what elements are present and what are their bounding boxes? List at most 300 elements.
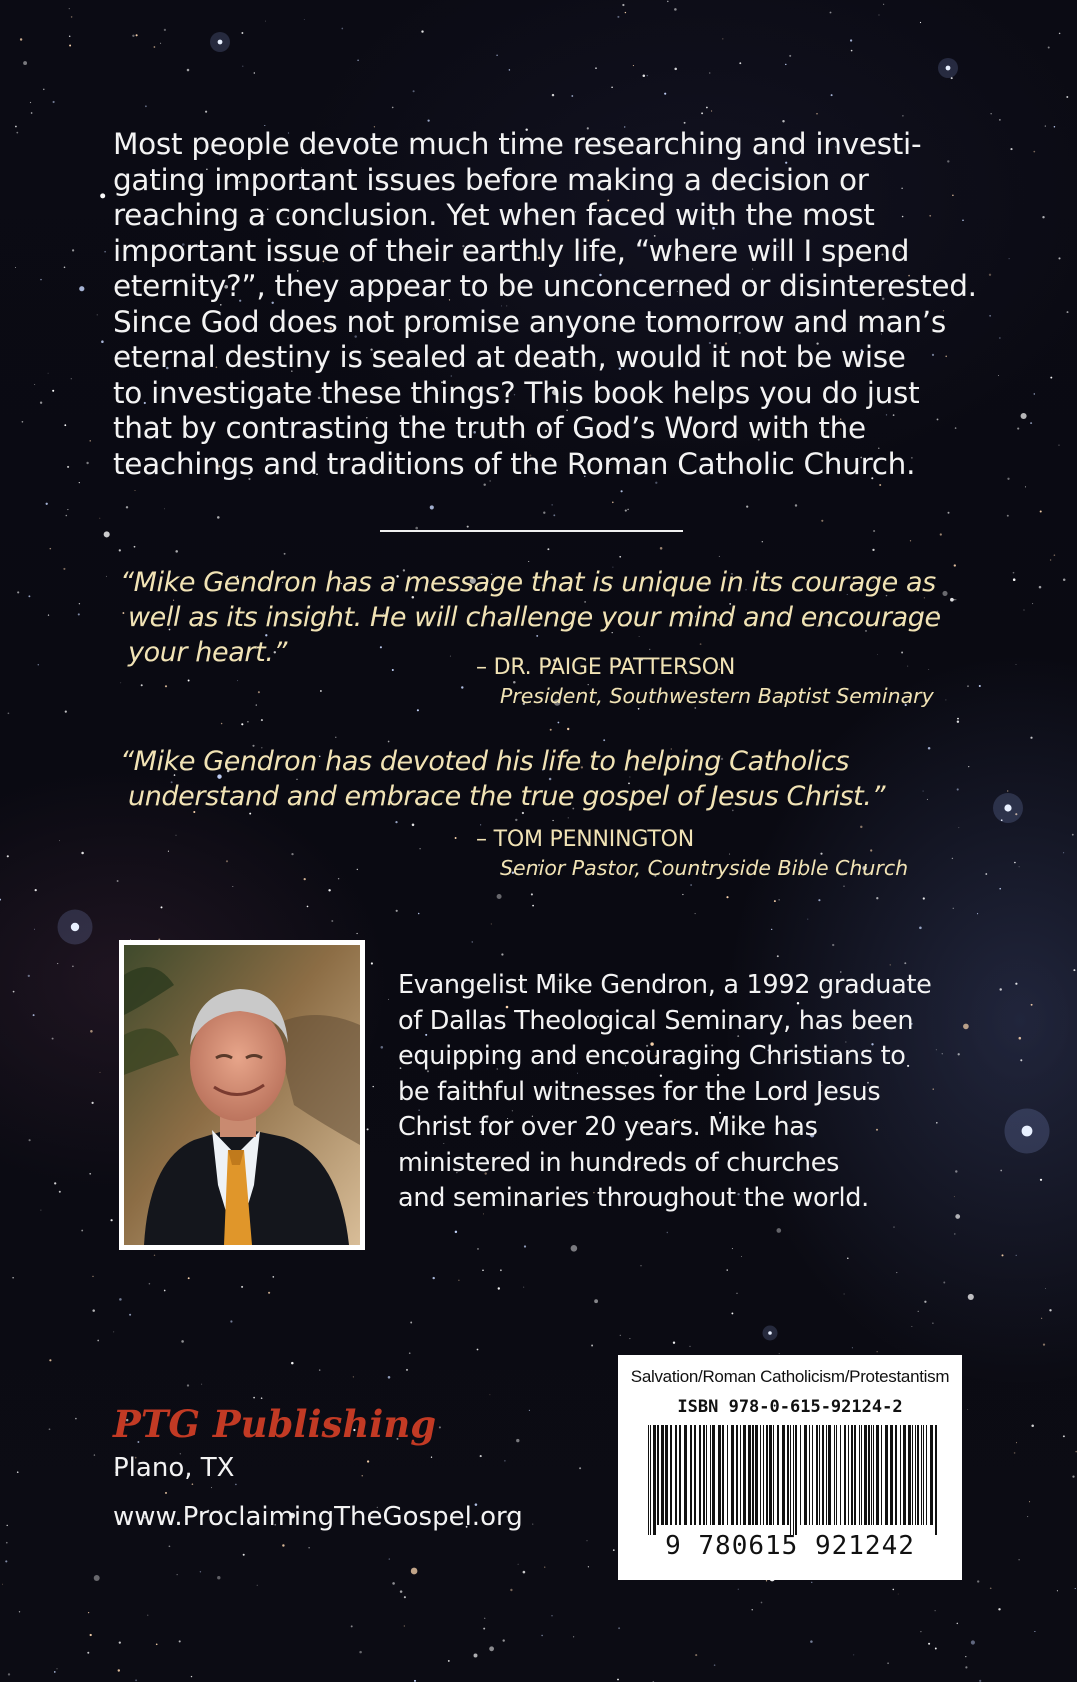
star xyxy=(892,1589,894,1591)
barcode-bar xyxy=(773,1425,774,1525)
star xyxy=(999,119,1000,120)
star xyxy=(79,286,84,291)
barcode-bar xyxy=(653,1425,656,1535)
barcode-bar xyxy=(804,1425,807,1525)
star xyxy=(119,1641,121,1643)
star xyxy=(971,1640,975,1644)
star xyxy=(59,840,60,841)
bright-star xyxy=(946,66,951,71)
star xyxy=(497,894,502,899)
star xyxy=(844,1294,845,1295)
star xyxy=(573,1636,574,1637)
star xyxy=(711,110,712,111)
star xyxy=(945,699,946,700)
star xyxy=(777,955,779,957)
star xyxy=(177,1574,178,1575)
star xyxy=(1059,33,1061,35)
star xyxy=(1059,445,1060,446)
star xyxy=(1063,579,1066,582)
star xyxy=(421,30,423,32)
star xyxy=(1007,515,1009,517)
bio-line: equipping and encouraging Christians to xyxy=(398,1041,906,1071)
star xyxy=(1023,609,1024,610)
star xyxy=(191,1676,192,1677)
description-line: eternal destiny is sealed at death, would it not be wise xyxy=(113,340,906,374)
star xyxy=(6,1525,7,1526)
star xyxy=(541,1635,542,1636)
barcode-bar xyxy=(926,1425,927,1525)
star xyxy=(731,1312,733,1314)
star xyxy=(34,384,35,385)
star xyxy=(221,723,223,725)
star xyxy=(23,61,27,65)
star xyxy=(243,1554,245,1556)
star xyxy=(129,1314,131,1316)
star xyxy=(79,482,80,483)
star xyxy=(65,515,67,517)
star xyxy=(181,1340,184,1343)
star xyxy=(356,933,357,934)
star xyxy=(427,119,429,121)
barcode-bar xyxy=(826,1425,827,1525)
star xyxy=(97,314,98,315)
star xyxy=(947,160,949,162)
star xyxy=(965,1656,966,1657)
description-line: Since God does not promise anyone tomorrow and man’s xyxy=(113,304,946,339)
star xyxy=(40,402,42,404)
star xyxy=(594,1299,598,1303)
bio-line: of Dallas Theological Seminary, has been xyxy=(398,1005,914,1036)
divider xyxy=(380,530,683,532)
star xyxy=(732,1248,733,1249)
publisher-city: Plano, TX xyxy=(113,1453,235,1483)
star xyxy=(877,1351,878,1352)
star xyxy=(38,664,39,665)
star xyxy=(264,125,265,126)
star xyxy=(953,599,954,600)
star xyxy=(611,87,613,89)
star xyxy=(852,1347,853,1348)
star xyxy=(13,991,15,993)
star xyxy=(957,720,959,722)
star xyxy=(392,1582,395,1585)
star xyxy=(241,1286,243,1288)
endorsement-attribution xyxy=(476,654,934,710)
star xyxy=(958,827,959,828)
star xyxy=(22,421,24,423)
barcode-bar xyxy=(930,1425,933,1525)
star xyxy=(164,29,166,31)
star xyxy=(168,851,169,852)
star xyxy=(16,132,18,134)
barcode-bar xyxy=(777,1425,779,1525)
star xyxy=(201,1384,202,1385)
star xyxy=(948,512,950,514)
star xyxy=(381,1046,384,1049)
star xyxy=(261,719,263,721)
star xyxy=(510,1589,512,1591)
star xyxy=(999,888,1001,890)
star xyxy=(272,1276,274,1278)
star xyxy=(34,929,35,930)
star xyxy=(785,64,786,65)
star xyxy=(1050,377,1052,379)
bio-line: ministered in hundreds of churches xyxy=(398,1147,840,1178)
star xyxy=(1016,664,1017,665)
barcode-bar xyxy=(703,1425,705,1525)
star xyxy=(667,1232,668,1233)
barcode-bar xyxy=(908,1425,911,1525)
star xyxy=(999,337,1000,338)
star xyxy=(532,1524,533,1525)
star xyxy=(1015,983,1017,985)
barcode-bar xyxy=(844,1425,846,1525)
star xyxy=(954,564,956,566)
star xyxy=(411,1568,418,1575)
star xyxy=(619,556,621,558)
star xyxy=(156,1643,158,1645)
star xyxy=(950,598,954,602)
star xyxy=(97,1340,99,1342)
description-line: gating important issues before making a decision or xyxy=(113,162,869,197)
star xyxy=(104,251,106,253)
star xyxy=(254,72,255,73)
barcode-bar xyxy=(861,1425,862,1525)
star xyxy=(64,267,66,269)
star xyxy=(253,1397,255,1399)
star xyxy=(50,548,52,550)
star xyxy=(400,1590,403,1593)
barcode-bar xyxy=(731,1425,734,1525)
star xyxy=(890,964,891,965)
star xyxy=(28,595,30,597)
star xyxy=(878,14,879,15)
star xyxy=(63,568,65,570)
star xyxy=(1017,428,1019,430)
star xyxy=(258,691,260,693)
book-description xyxy=(113,127,977,482)
star xyxy=(467,526,469,528)
star xyxy=(132,35,134,37)
star xyxy=(164,1290,166,1292)
star xyxy=(586,1540,587,1541)
star xyxy=(480,1455,482,1457)
star xyxy=(955,599,956,600)
barcode-bar xyxy=(834,1425,835,1525)
star xyxy=(1016,1255,1017,1256)
barcode-digits: 9 780615 921242 xyxy=(665,1531,915,1561)
star xyxy=(1007,478,1009,480)
star xyxy=(737,1293,738,1294)
star xyxy=(965,1666,967,1668)
star xyxy=(714,1664,716,1666)
star xyxy=(388,999,389,1000)
star xyxy=(910,540,911,541)
star xyxy=(591,1345,593,1347)
star xyxy=(904,962,906,964)
star xyxy=(779,899,780,900)
star xyxy=(1018,1559,1019,1560)
barcode-bar xyxy=(718,1425,721,1525)
description-line: that by contrasting the truth of God’s Word with the xyxy=(113,411,866,445)
publisher-website: www.ProclaimingTheGospel.org xyxy=(113,1502,523,1532)
star xyxy=(99,518,100,519)
star xyxy=(684,122,686,124)
star xyxy=(113,1331,114,1332)
description-line: to investigate these things? This book helps you do just xyxy=(113,375,920,410)
barcode-bar xyxy=(848,1425,849,1525)
star xyxy=(968,1294,974,1300)
star xyxy=(660,547,663,550)
star xyxy=(998,375,999,376)
star xyxy=(165,685,167,687)
star xyxy=(154,46,156,48)
star xyxy=(779,1353,780,1354)
star xyxy=(1040,1179,1042,1181)
star xyxy=(1019,1037,1022,1040)
star xyxy=(928,747,931,750)
star xyxy=(896,1272,897,1273)
barcode-bar xyxy=(921,1425,922,1525)
star xyxy=(1019,866,1020,867)
star xyxy=(341,28,343,30)
star xyxy=(811,1582,812,1583)
star xyxy=(67,509,68,510)
star xyxy=(1033,151,1035,153)
star xyxy=(31,112,33,114)
star xyxy=(147,1615,148,1616)
star xyxy=(567,728,569,730)
star xyxy=(1049,1309,1051,1311)
star xyxy=(523,1287,524,1288)
endorser-title: President, Southwestern Baptist Seminary xyxy=(500,684,934,708)
star xyxy=(532,905,534,907)
star xyxy=(928,1643,930,1645)
barcode-bar xyxy=(917,1425,919,1525)
star xyxy=(8,1673,10,1675)
star xyxy=(67,466,69,468)
star xyxy=(49,1428,51,1430)
star xyxy=(674,68,677,71)
star xyxy=(90,1634,92,1636)
star xyxy=(291,853,293,855)
star xyxy=(1043,1344,1045,1346)
star xyxy=(667,1,669,3)
star xyxy=(120,682,121,683)
star xyxy=(977,913,978,914)
author-portrait-illustration xyxy=(124,945,360,1245)
barcode-bar xyxy=(712,1425,715,1525)
star xyxy=(957,718,959,720)
author-photo xyxy=(124,945,360,1245)
barcode-bar xyxy=(900,1425,901,1525)
star xyxy=(282,1544,284,1546)
star xyxy=(261,1397,263,1399)
star xyxy=(307,906,309,908)
star xyxy=(1073,969,1075,971)
star xyxy=(242,66,243,67)
star xyxy=(1058,257,1060,259)
star xyxy=(647,75,648,76)
barcode-bar xyxy=(787,1425,789,1525)
star xyxy=(985,873,987,875)
endorser-name: – TOM PENNINGTON xyxy=(476,827,695,852)
star xyxy=(1067,311,1069,313)
star xyxy=(71,378,72,379)
bio-line: Evangelist Mike Gendron, a 1992 graduate xyxy=(398,970,932,1000)
star xyxy=(371,962,373,964)
star xyxy=(741,1256,742,1257)
star xyxy=(89,1173,91,1175)
star xyxy=(887,1662,889,1664)
star xyxy=(458,1280,459,1281)
star xyxy=(500,1269,502,1271)
barcode-label xyxy=(618,1355,962,1580)
star xyxy=(544,1567,545,1568)
barcode-bar xyxy=(895,1425,897,1525)
star xyxy=(353,1376,354,1377)
barcode-bar xyxy=(727,1425,728,1525)
star xyxy=(164,508,165,509)
star xyxy=(762,541,763,542)
star xyxy=(695,1654,697,1656)
barcode-bar xyxy=(766,1425,768,1525)
star xyxy=(362,1475,363,1476)
star xyxy=(990,1587,992,1589)
endorser-title: Senior Pastor, Countryside Bible Church xyxy=(500,856,909,880)
star xyxy=(100,1072,101,1073)
star xyxy=(192,1483,194,1485)
star xyxy=(893,1227,894,1228)
barcode-bar xyxy=(859,1425,860,1525)
star xyxy=(1027,1516,1028,1517)
star xyxy=(217,1576,220,1579)
publisher-logo: PTG Publishing xyxy=(113,1402,437,1446)
star xyxy=(529,1410,530,1411)
star xyxy=(448,1660,450,1662)
bright-star xyxy=(71,923,79,931)
star xyxy=(320,690,322,692)
description-line: Most people devote much time researching and investi- xyxy=(113,127,922,161)
star xyxy=(483,483,485,485)
star xyxy=(629,1338,630,1339)
star xyxy=(738,1589,739,1590)
barcode-bar xyxy=(665,1425,668,1525)
star xyxy=(474,1654,478,1658)
star xyxy=(90,440,91,441)
star xyxy=(489,1646,494,1651)
star xyxy=(154,1255,155,1256)
star xyxy=(1040,510,1042,512)
star xyxy=(35,889,37,891)
bright-star xyxy=(1022,1126,1033,1137)
barcode-bar xyxy=(763,1425,764,1525)
star xyxy=(1031,1004,1033,1006)
star xyxy=(689,1346,690,1347)
barcode-bar xyxy=(748,1425,751,1525)
star xyxy=(920,1631,921,1632)
star xyxy=(491,923,492,924)
star xyxy=(979,685,981,687)
star xyxy=(579,1467,581,1469)
star xyxy=(690,884,692,886)
star xyxy=(119,1298,122,1301)
endorsement-quote xyxy=(120,744,885,814)
star xyxy=(351,1625,353,1627)
star xyxy=(247,721,249,723)
barcode-bar xyxy=(881,1425,882,1525)
star xyxy=(1057,1590,1058,1591)
isbn-text: ISBN 978-0-615-92124-2 xyxy=(677,1397,903,1417)
barcode-bar xyxy=(722,1425,724,1525)
star xyxy=(991,113,992,114)
star xyxy=(15,126,17,128)
bright-star xyxy=(218,40,223,45)
star xyxy=(547,548,549,550)
star xyxy=(48,614,49,615)
star xyxy=(54,1671,56,1673)
star xyxy=(477,1349,479,1351)
star xyxy=(953,908,954,909)
star xyxy=(761,1602,763,1604)
star xyxy=(72,966,74,968)
star xyxy=(48,373,49,374)
barcode-bar xyxy=(871,1425,872,1525)
star xyxy=(200,1571,201,1572)
star xyxy=(75,1418,77,1420)
star xyxy=(187,1384,189,1386)
star xyxy=(6,1542,8,1544)
star xyxy=(338,878,339,879)
star xyxy=(998,1608,1000,1610)
star xyxy=(625,12,626,13)
star xyxy=(1048,47,1050,49)
bright-star xyxy=(768,1331,772,1335)
star xyxy=(1025,486,1026,487)
star xyxy=(1001,1254,1003,1256)
barcode-bar xyxy=(740,1425,741,1525)
barcode-bar xyxy=(836,1425,837,1525)
star xyxy=(518,1564,519,1565)
barcode-bar xyxy=(819,1425,820,1525)
barcode-bar xyxy=(694,1425,696,1525)
barcode-bar xyxy=(935,1425,937,1535)
star xyxy=(367,1460,369,1462)
star xyxy=(617,1679,619,1681)
star xyxy=(957,1623,959,1625)
star xyxy=(2,1584,3,1585)
star xyxy=(1031,1425,1034,1428)
star xyxy=(1034,1631,1035,1632)
star xyxy=(88,1612,89,1613)
star xyxy=(1032,603,1033,604)
star xyxy=(118,1669,120,1671)
star xyxy=(810,1640,813,1643)
star xyxy=(101,340,104,343)
star xyxy=(516,1439,519,1442)
star xyxy=(552,504,553,505)
star xyxy=(232,886,233,887)
star xyxy=(1063,1435,1065,1437)
star xyxy=(100,193,105,198)
barcode-bar xyxy=(864,1425,867,1525)
star xyxy=(92,1276,93,1277)
star xyxy=(268,1292,270,1294)
star xyxy=(188,1277,190,1279)
star xyxy=(406,1369,408,1371)
star xyxy=(622,4,624,6)
description-line: reaching a conclusion. Yet when faced with the most xyxy=(113,198,875,232)
